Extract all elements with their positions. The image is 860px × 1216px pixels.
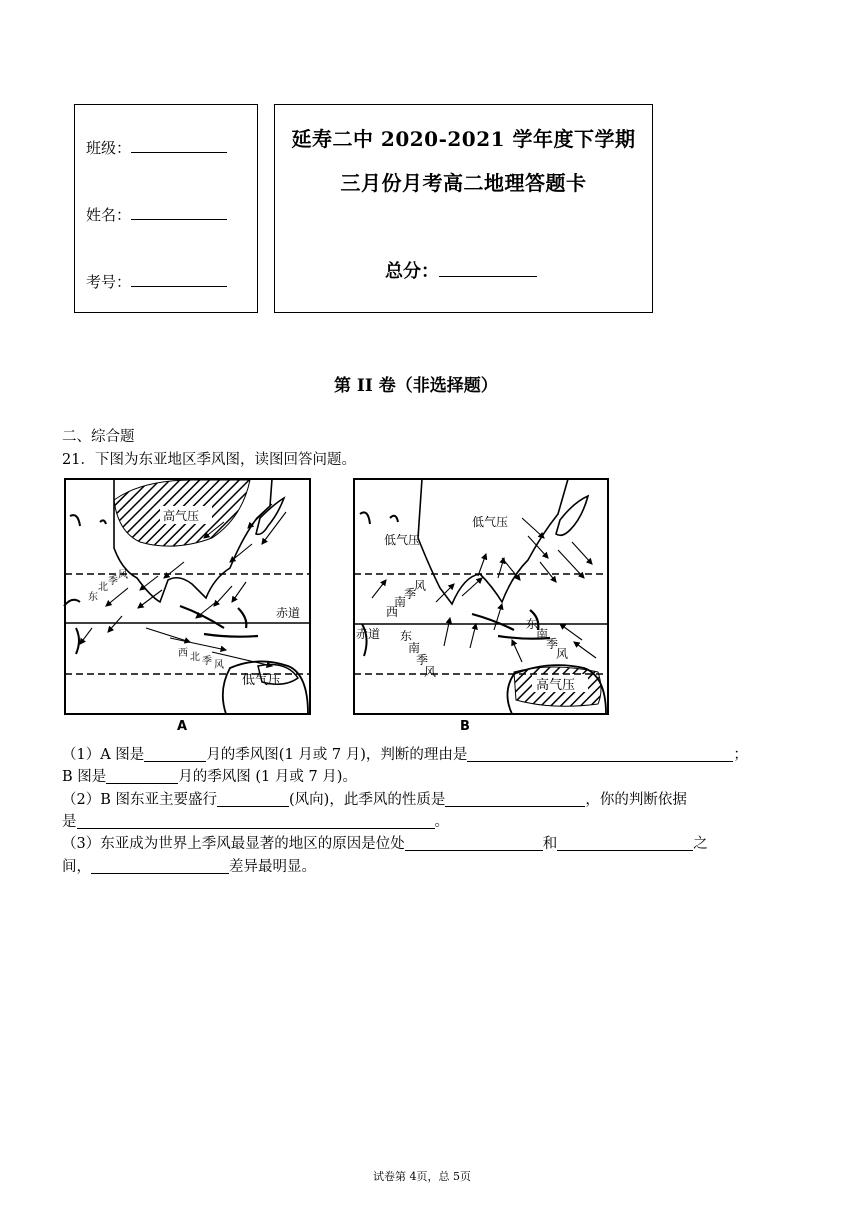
card-title-line1: 延寿二中 2020-2021 学年度下学期	[291, 127, 636, 151]
map-b-se-monsoon-2d: 风	[556, 647, 569, 661]
class-blank[interactable]	[131, 138, 227, 153]
q1-b-suffix: 月的季风图 (1 月或 7 月)。	[178, 769, 357, 785]
q2-basis-prefix: 是	[62, 814, 77, 830]
question-1-line1	[62, 744, 748, 766]
q1-middle: 月的季风图(1 月或 7 月)，判断的理由是	[206, 747, 468, 763]
q3-between: 之	[693, 836, 708, 852]
q1-b-prefix: B 图是	[62, 769, 107, 785]
total-label: 总分：	[385, 261, 439, 282]
map-a-nw-monsoon-4: 风	[214, 660, 224, 671]
q3-line2-suffix: 差异最明显。	[229, 859, 316, 875]
q1-a-month-blank[interactable]	[144, 746, 206, 762]
student-info-box	[74, 104, 258, 313]
map-b-se-monsoon-1d: 风	[424, 665, 437, 679]
map-b-low-pressure-label-1: 低气压	[472, 515, 509, 529]
q2-basis-blank[interactable]	[77, 813, 435, 829]
map-b-se-monsoon-1a: 东	[400, 629, 413, 643]
q2-nature-blank[interactable]	[445, 791, 585, 807]
q3-first-blank[interactable]	[405, 835, 543, 851]
q3-and: 和	[542, 836, 558, 852]
map-a-caption: A	[177, 719, 188, 734]
map-b-asia-coast	[418, 479, 568, 604]
id-field[interactable]	[86, 271, 227, 292]
card-title-line2: 三月份月考高二地理答题卡	[340, 171, 587, 195]
section-title: 第 II 卷（非选择题）	[334, 376, 498, 396]
map-b	[352, 478, 610, 736]
q3-line2-prefix: 间，	[62, 859, 91, 875]
map-a-ne-monsoon-1: 东	[88, 592, 98, 603]
map-b-se-monsoon-1b: 南	[408, 641, 421, 655]
question-3-line1	[62, 833, 708, 855]
q2-wind-blank[interactable]	[217, 791, 289, 807]
map-b-sw-monsoon-4: 风	[414, 579, 427, 593]
name-field[interactable]	[86, 204, 227, 225]
map-b-sw-monsoon-2: 南	[394, 595, 407, 609]
q3-prefix: （3）东亚成为世界上季风最显著的地区的原因是位处	[62, 836, 405, 852]
total-blank[interactable]	[439, 262, 537, 277]
map-b-sw-monsoon-3: 季	[404, 587, 417, 601]
q2-middle: (风向)，此季风的性质是	[289, 792, 446, 808]
map-b-se-monsoon-1c: 季	[416, 653, 429, 667]
q1-reason-blank[interactable]	[467, 746, 733, 762]
q1-prefix: （1）A 图是	[62, 747, 145, 763]
question-2-line2	[62, 811, 449, 833]
q2-end: ，你的判断依据	[585, 792, 687, 808]
title-box	[274, 104, 653, 313]
map-b-se-monsoon-2a: 东	[526, 617, 539, 631]
map-a-equator-label: 赤道	[276, 606, 301, 620]
map-a-ne-monsoon-2: 北	[98, 582, 108, 593]
total-score-field[interactable]	[385, 257, 537, 283]
question-1-line2	[62, 766, 357, 788]
name-blank[interactable]	[131, 205, 227, 220]
map-b-caption: B	[460, 719, 470, 734]
map-a-low-pressure-label: 低气压	[242, 673, 282, 688]
map-a-indonesia	[180, 606, 258, 637]
map-a-nw-monsoon-3: 季	[202, 656, 212, 667]
id-blank[interactable]	[131, 272, 227, 287]
part-heading: 二、综合题	[62, 429, 135, 445]
map-a-high-pressure-label: 高气压	[163, 509, 200, 523]
map-a-nw-monsoon-2: 北	[190, 652, 200, 663]
map-b-se-monsoon-2b: 南	[536, 627, 549, 641]
q3-third-blank[interactable]	[91, 858, 229, 874]
map-b-low-pressure-label-2: 低气压	[384, 533, 421, 547]
page-footer: 试卷第 4页，总 5页	[373, 1170, 471, 1183]
q1-b-month-blank[interactable]	[106, 768, 178, 784]
q2-basis-end: 。	[434, 814, 449, 830]
question-intro: 21．下图为东亚地区季风图，读图回答问题。	[62, 452, 356, 468]
map-a-ne-monsoon-4: 风	[118, 570, 128, 581]
class-field[interactable]	[86, 137, 227, 158]
question-3-line2	[62, 856, 316, 878]
map-b-high-pressure-label: 高气压	[536, 678, 576, 693]
id-label: 考号：	[86, 273, 132, 291]
question-2-line1	[62, 789, 687, 811]
class-label: 班级：	[86, 139, 132, 157]
map-a	[62, 478, 312, 736]
map-a-ne-monsoon-3: 季	[108, 576, 118, 587]
name-label: 姓名：	[86, 206, 132, 224]
map-b-equator-label: 赤道	[356, 627, 381, 641]
q1-end: ；	[733, 747, 748, 763]
q2-prefix: （2）B 图东亚主要盛行	[62, 792, 217, 808]
map-b-sw-monsoon-1: 西	[386, 605, 399, 619]
q3-second-blank[interactable]	[557, 835, 693, 851]
map-b-se-monsoon-2c: 季	[546, 637, 559, 651]
map-a-nw-monsoon-1: 西	[178, 648, 188, 659]
